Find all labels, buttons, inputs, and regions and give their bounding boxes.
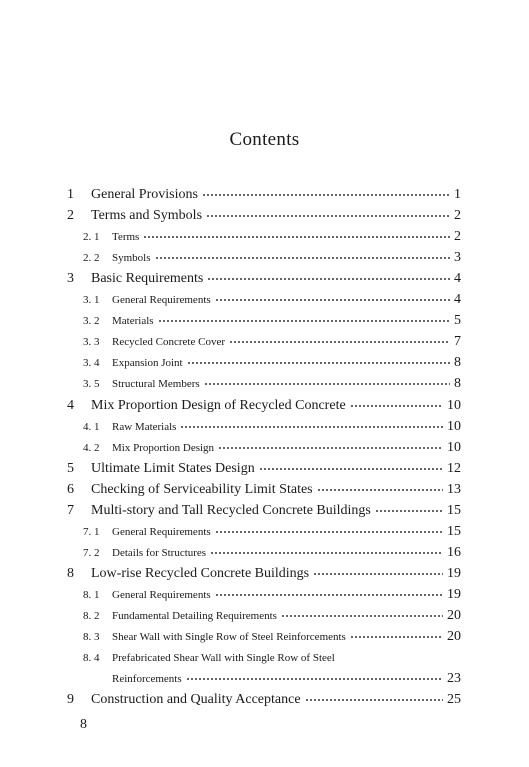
toc-page: 7 xyxy=(454,334,461,349)
dot-leader xyxy=(350,632,443,642)
dot-leader xyxy=(281,611,443,621)
toc-page: 15 xyxy=(447,503,461,518)
toc-number: 5 xyxy=(67,461,74,476)
toc-entry[interactable] xyxy=(67,248,461,268)
toc-page: 19 xyxy=(447,587,461,602)
toc-number: 1 xyxy=(67,187,74,202)
toc-entry[interactable] xyxy=(67,185,461,205)
dot-leader xyxy=(215,590,443,600)
toc-label: Raw Materials xyxy=(112,421,177,433)
dot-leader xyxy=(375,506,443,516)
toc-number: 7. 2 xyxy=(83,547,100,559)
toc-number: 3 xyxy=(67,271,74,286)
toc-entry[interactable] xyxy=(67,501,461,521)
toc-number: 3. 3 xyxy=(83,336,100,348)
toc-page: 16 xyxy=(447,545,461,560)
toc-number: 4 xyxy=(67,398,74,413)
toc-entry[interactable] xyxy=(67,374,461,394)
toc-label: Prefabricated Shear Wall with Single Row of Steel xyxy=(112,652,335,664)
dot-leader xyxy=(206,211,450,221)
toc-page: 12 xyxy=(447,461,461,476)
toc-entry[interactable] xyxy=(67,627,461,647)
toc-entry[interactable] xyxy=(67,353,461,373)
dot-leader xyxy=(155,253,450,263)
toc-page: 25 xyxy=(447,692,461,707)
toc-number: 3. 2 xyxy=(83,315,100,327)
toc-number: 8. 3 xyxy=(83,631,100,643)
toc-page: 10 xyxy=(447,398,461,413)
page-title: Contents xyxy=(229,129,300,150)
dot-leader xyxy=(313,569,443,579)
toc-label: Mix Proportion Design of Recycled Concrete xyxy=(91,398,346,413)
toc-label: Multi-story and Tall Recycled Concrete Buildings xyxy=(91,503,371,518)
toc-label: Symbols xyxy=(112,252,151,264)
toc-entry[interactable] xyxy=(67,459,461,479)
toc-number: 8. 2 xyxy=(83,610,100,622)
toc-label: Fundamental Detailing Requirements xyxy=(112,610,277,622)
toc-label: Materials xyxy=(112,315,154,327)
toc-entry[interactable] xyxy=(67,206,461,226)
toc-page: 8 xyxy=(454,376,461,391)
toc-entry[interactable] xyxy=(67,606,461,626)
dot-leader xyxy=(259,464,443,474)
toc-page: 13 xyxy=(447,482,461,497)
toc-label: Basic Requirements xyxy=(91,271,204,286)
toc-number: 3. 5 xyxy=(83,378,100,390)
toc-number: 3. 1 xyxy=(83,294,100,306)
toc-entry[interactable] xyxy=(67,290,461,310)
toc-entry[interactable] xyxy=(67,480,461,500)
toc-page: 20 xyxy=(447,608,461,623)
toc-number: 4. 2 xyxy=(83,442,100,454)
toc-entry[interactable] xyxy=(67,648,461,668)
toc-entry[interactable] xyxy=(67,438,461,458)
toc-label: Terms xyxy=(112,231,140,243)
toc-label: Recycled Concrete Cover xyxy=(112,336,226,348)
dot-leader xyxy=(187,358,450,368)
toc-page: 10 xyxy=(447,440,461,455)
toc-entry[interactable] xyxy=(67,332,461,352)
dot-leader xyxy=(350,401,443,411)
toc-label: Shear Wall with Single Row of Steel Reinforcements xyxy=(112,631,346,643)
toc-number: 8. 1 xyxy=(83,589,100,601)
toc-entry[interactable] xyxy=(67,690,461,710)
dot-leader xyxy=(218,443,443,453)
toc-entry[interactable] xyxy=(67,585,461,605)
dot-leader xyxy=(305,695,443,705)
toc-entry[interactable] xyxy=(67,227,461,247)
dot-leader xyxy=(186,674,443,684)
dot-leader xyxy=(158,316,450,326)
dot-leader xyxy=(202,190,450,200)
toc-number: 4. 1 xyxy=(83,421,100,433)
toc-label: General Requirements xyxy=(112,589,211,601)
toc-entry[interactable] xyxy=(67,269,461,289)
toc-label: Low-rise Recycled Concrete Buildings xyxy=(91,566,310,581)
toc-page: 2 xyxy=(454,229,461,244)
toc-number: 8. 4 xyxy=(83,652,100,664)
toc-page: 4 xyxy=(454,292,461,307)
toc-entry[interactable] xyxy=(67,311,461,331)
toc-label: General Provisions xyxy=(91,187,198,202)
toc-label: Terms and Symbols xyxy=(91,208,203,223)
toc-label: Mix Proportion Design xyxy=(112,442,215,454)
dot-leader xyxy=(317,485,443,495)
toc-page: 3 xyxy=(454,250,461,265)
toc-page: 20 xyxy=(447,629,461,644)
toc-label: General Requirements xyxy=(112,526,211,538)
toc-number: 2. 1 xyxy=(83,231,100,243)
toc-page: 23 xyxy=(447,671,461,686)
page-number: 8 xyxy=(80,717,87,732)
toc-number: 7. 1 xyxy=(83,526,100,538)
toc-number: 2. 2 xyxy=(83,252,100,264)
toc-label: Ultimate Limit States Design xyxy=(91,461,255,476)
toc-label: Expansion Joint xyxy=(112,357,183,369)
toc-label: General Requirements xyxy=(112,294,211,306)
toc-page: 2 xyxy=(454,208,461,223)
toc-number: 7 xyxy=(67,503,74,518)
dot-leader xyxy=(143,232,450,242)
dot-leader xyxy=(180,422,443,432)
toc-page: 4 xyxy=(454,271,461,286)
toc-entry[interactable] xyxy=(67,396,461,416)
dot-leader xyxy=(210,548,443,558)
toc-label: Reinforcements xyxy=(112,673,182,685)
toc-label: Structural Members xyxy=(112,378,200,390)
dot-leader xyxy=(207,274,450,284)
toc-entry[interactable] xyxy=(67,522,461,542)
dot-leader xyxy=(229,337,450,347)
toc-entry[interactable] xyxy=(67,564,461,584)
toc-entry[interactable] xyxy=(67,669,461,689)
toc-page: 15 xyxy=(447,524,461,539)
toc-entry[interactable] xyxy=(67,543,461,563)
toc-label: Checking of Serviceability Limit States xyxy=(91,482,313,497)
toc-page: 1 xyxy=(454,187,461,202)
toc-number: 6 xyxy=(67,482,74,497)
toc-number: 3. 4 xyxy=(83,357,100,369)
toc-number: 9 xyxy=(67,692,74,707)
toc-page: 10 xyxy=(447,419,461,434)
toc-page: 8 xyxy=(454,355,461,370)
dot-leader xyxy=(215,527,443,537)
dot-leader xyxy=(204,379,450,389)
toc-label: Details for Structures xyxy=(112,547,207,559)
toc-number: 2 xyxy=(67,208,74,223)
toc-entry[interactable] xyxy=(67,417,461,437)
toc-number: 8 xyxy=(67,566,74,581)
toc-page: 19 xyxy=(447,566,461,581)
toc-label: Construction and Quality Acceptance xyxy=(91,692,301,707)
toc-page: 5 xyxy=(454,313,461,328)
dot-leader xyxy=(215,295,450,305)
